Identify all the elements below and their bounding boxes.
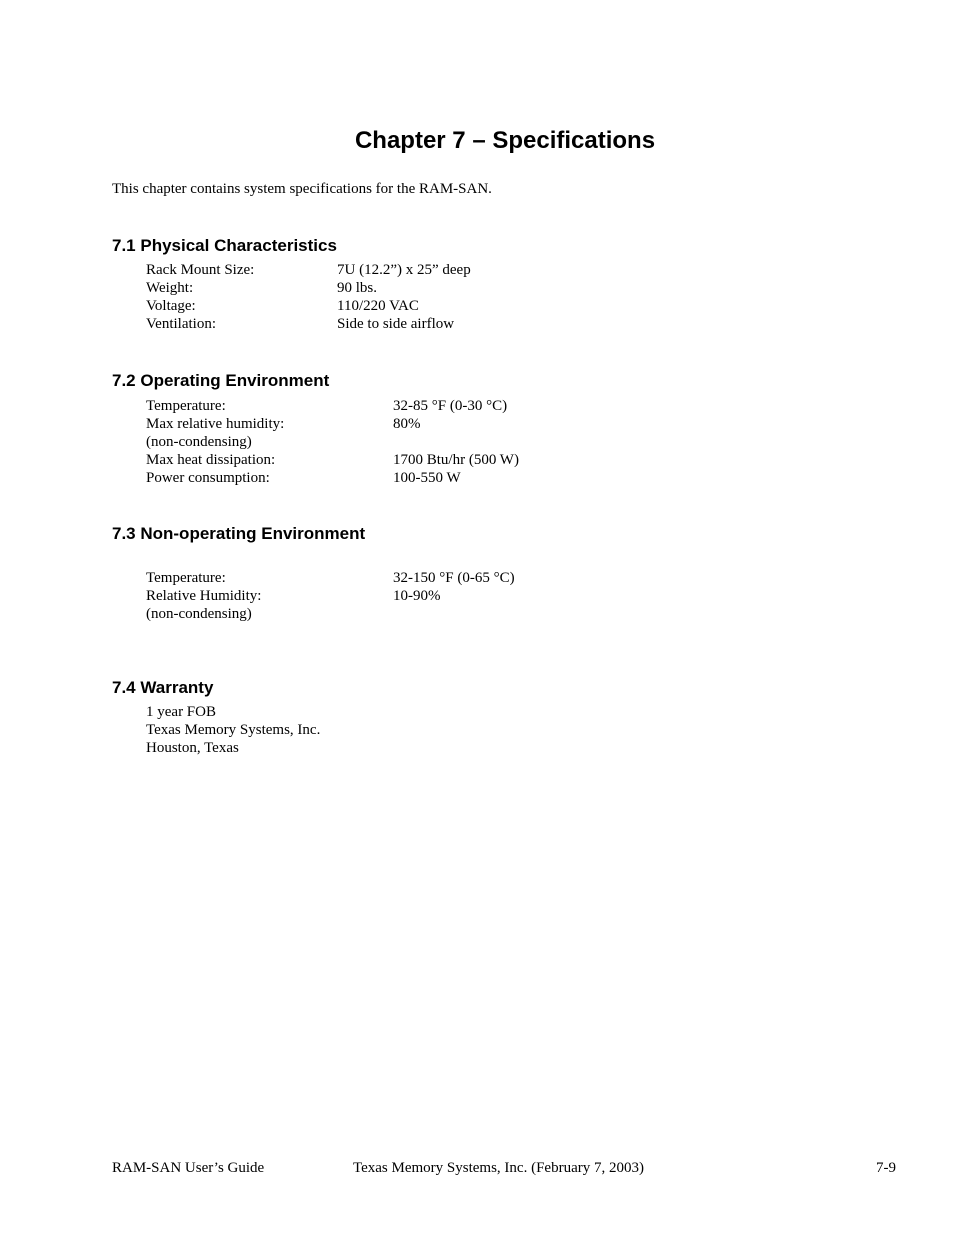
spec-label: Rack Mount Size: [146, 262, 255, 278]
spec-label: Max heat dissipation: [146, 452, 276, 468]
spec-row [146, 279, 471, 297]
intro-paragraph: This chapter contains system specifications for the RAM-SAN. [112, 181, 492, 197]
spec-label: (non-condensing) [146, 606, 252, 622]
chapter-title: Chapter 7 – Specifications [354, 127, 656, 154]
warranty-line: Texas Memory Systems, Inc. [146, 722, 321, 738]
spec-label: Relative Humidity: [146, 588, 262, 604]
spec-row [146, 451, 519, 469]
footer-page-number: 7-9 [876, 1160, 896, 1176]
section-heading-warranty: 7.4 Warranty [112, 678, 214, 697]
footer-company-date: Texas Memory Systems, Inc. (February 7, 2003) [353, 1160, 644, 1176]
spec-label: (non-condensing) [146, 434, 252, 450]
spec-label: Ventilation: [146, 316, 216, 332]
spec-label: Temperature: [146, 398, 226, 414]
non-operating-spec-list [146, 569, 515, 623]
spec-row [146, 297, 471, 315]
spec-value: 100-550 W [393, 470, 461, 486]
spec-row [146, 469, 519, 487]
spec-label: Temperature: [146, 570, 226, 586]
spec-row [146, 587, 515, 605]
section-heading-non-operating: 7.3 Non-operating Environment [112, 524, 366, 543]
spec-label: Max relative humidity: [146, 416, 285, 432]
warranty-line: Houston, Texas [146, 740, 239, 756]
spec-value: 80% [393, 416, 421, 432]
footer-guide-title: RAM-SAN User’s Guide [112, 1160, 265, 1176]
spec-value: Side to side airflow [337, 316, 455, 332]
spec-value: 90 lbs. [337, 280, 378, 296]
spec-row [146, 415, 519, 433]
spec-row [146, 433, 519, 451]
section-heading-operating: 7.2 Operating Environment [112, 371, 330, 390]
spec-row [146, 569, 515, 587]
section-heading-physical: 7.1 Physical Characteristics [112, 236, 337, 255]
spec-row [146, 261, 471, 279]
spec-value: 32-150 °F (0-65 °C) [393, 570, 515, 586]
spec-value: 1700 Btu/hr (500 W) [393, 452, 519, 468]
spec-row [146, 605, 515, 623]
spec-label: Power consumption: [146, 470, 270, 486]
spec-row [146, 315, 471, 333]
spec-value: 32-85 °F (0-30 °C) [393, 398, 508, 414]
warranty-list [146, 703, 320, 757]
spec-value: 7U (12.2”) x 25” deep [337, 262, 471, 278]
spec-value: 110/220 VAC [337, 298, 419, 314]
spec-label: Voltage: [146, 298, 196, 314]
warranty-line: 1 year FOB [146, 704, 216, 720]
physical-spec-list [146, 261, 471, 333]
spec-label: Weight: [146, 280, 194, 296]
spec-value: 10-90% [393, 588, 441, 604]
operating-spec-list [146, 397, 519, 487]
spec-row [146, 397, 519, 415]
